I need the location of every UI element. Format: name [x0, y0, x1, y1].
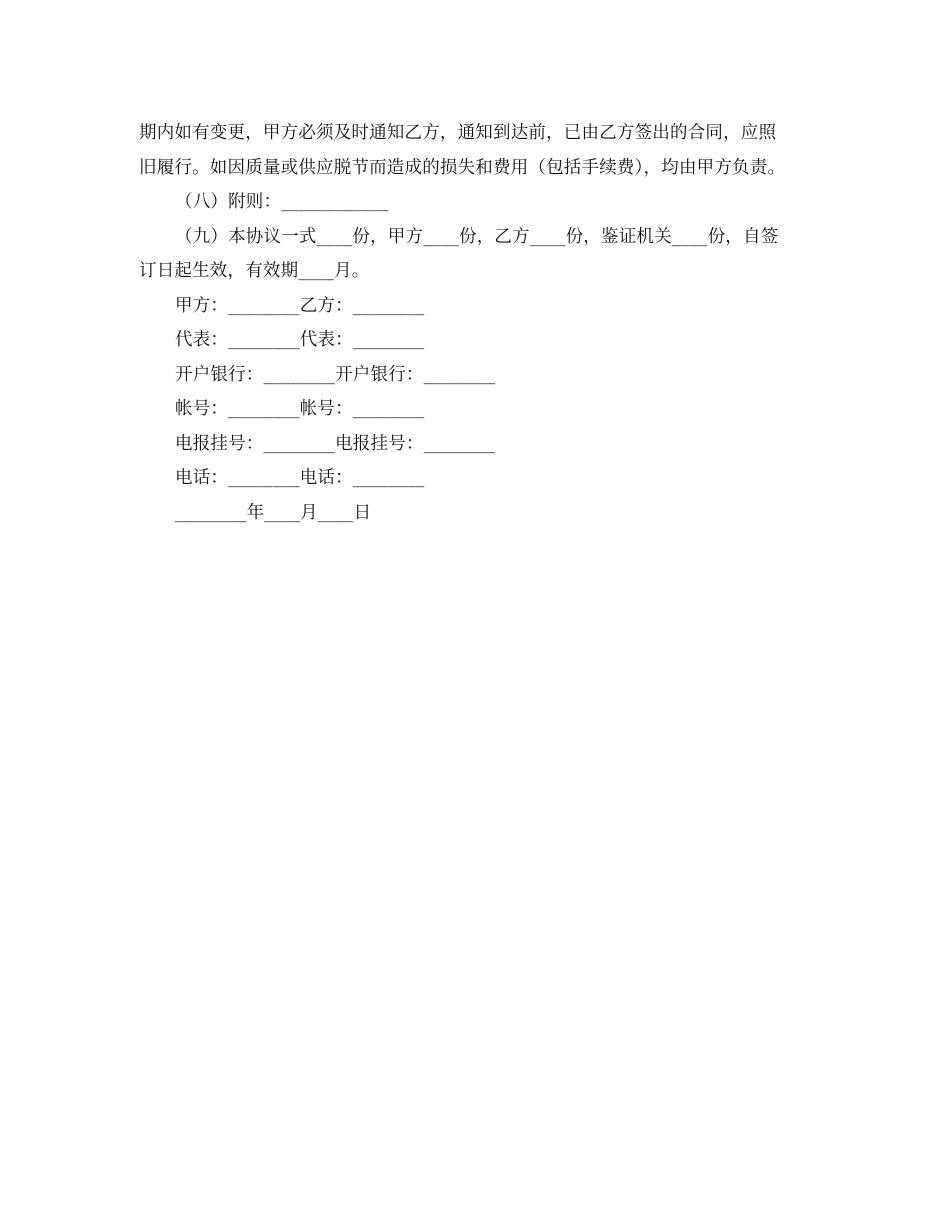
document-body	[139, 116, 819, 530]
paragraph-line: 期内如有变更，甲方必须及时通知乙方，通知到达前，已由乙方签出的合同，应照	[139, 123, 777, 143]
paragraph-line: 旧履行。如因质量或供应脱节而造成的损失和费用（包括手续费），均由甲方负责。	[139, 157, 786, 178]
copies-clause: （九）本协议一式____份，甲方____份，乙方____份，鉴证机关____份，自签	[175, 226, 779, 247]
account-line: 帐号：________帐号：________	[175, 399, 425, 419]
bank-line: 开户银行：________开户银行：________	[175, 364, 496, 385]
representative-line: 代表：________代表：________	[175, 330, 425, 350]
phone-line: 电话：________电话：________	[175, 468, 425, 488]
party-line: 甲方：________乙方：________	[175, 295, 425, 316]
date-line: ________年____月____日	[175, 502, 372, 523]
validity-clause: 订日起生效，有效期____月。	[139, 261, 370, 281]
appendix-clause: （八）附则：____________	[175, 192, 389, 212]
telegraph-line: 电报挂号：________电报挂号：________	[175, 433, 496, 454]
